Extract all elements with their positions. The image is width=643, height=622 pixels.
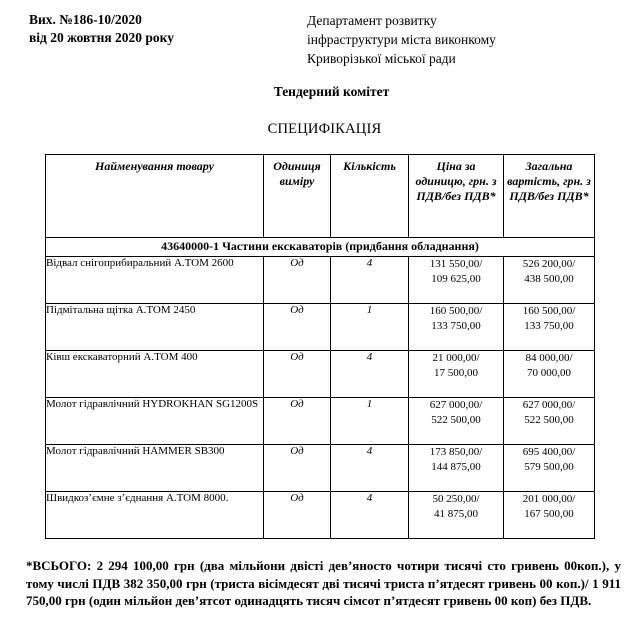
row-total-with-vat: 627 000,00/ xyxy=(522,399,576,411)
table-body xyxy=(46,238,595,539)
addressee-line-3: Криворізької міської ради xyxy=(307,51,456,66)
table-row xyxy=(46,492,595,539)
row-quantity: 1 xyxy=(331,398,409,445)
row-total-without-vat: 167 500,00 xyxy=(524,508,574,520)
row-unit-price-with-vat: 131 550,00/ xyxy=(429,258,483,270)
row-total-price xyxy=(504,257,595,304)
column-header-unit: Одиниця виміру xyxy=(264,155,331,238)
committee-label: Тендерний комітет xyxy=(273,84,390,99)
row-product-name: Підмітальна щітка A.TOM 2450 xyxy=(46,304,264,351)
row-total-without-vat: 579 500,00 xyxy=(524,461,574,473)
row-total-with-vat: 526 200,00/ xyxy=(522,258,576,270)
row-total-price xyxy=(504,445,595,492)
row-unit-price-with-vat: 160 500,00/ xyxy=(429,305,483,317)
addressee-block xyxy=(307,11,496,68)
row-quantity: 4 xyxy=(331,445,409,492)
row-unit-price-without-vat: 17 500,00 xyxy=(434,367,478,379)
row-quantity: 1 xyxy=(331,304,409,351)
row-total-with-vat: 695 400,00/ xyxy=(522,446,576,458)
cpv-code-row xyxy=(46,238,595,257)
table-row xyxy=(46,304,595,351)
column-header-name: Найменування товару xyxy=(46,155,264,238)
row-quantity: 4 xyxy=(331,351,409,398)
row-product-name: Ківш екскаваторний A.TOM 400 xyxy=(46,351,264,398)
outgoing-reference xyxy=(29,11,174,47)
row-total-price xyxy=(504,304,595,351)
row-unit: Од xyxy=(264,304,331,351)
row-unit: Од xyxy=(264,398,331,445)
row-total-without-vat: 438 500,00 xyxy=(524,273,574,285)
row-unit-price-without-vat: 144 875,00 xyxy=(431,461,481,473)
row-unit-price-without-vat: 109 625,00 xyxy=(431,273,481,285)
row-unit-price xyxy=(409,398,504,445)
row-unit-price xyxy=(409,304,504,351)
table-header-row xyxy=(46,155,595,238)
row-unit-price-with-vat: 50 250,00/ xyxy=(432,493,480,505)
letterhead xyxy=(0,0,643,78)
row-unit-price xyxy=(409,257,504,304)
addressee-line-2: інфраструктури міста виконкому xyxy=(307,32,496,47)
row-product-name: Молот гідравлічний HYDROKHAN SG1200S xyxy=(46,398,264,445)
addressee-line-1: Департамент розвитку xyxy=(307,13,437,28)
row-product-name: Швидкоз’ємне з’єднання A.TOM 8000. xyxy=(46,492,264,539)
row-total-price xyxy=(504,492,595,539)
column-header-total-price: Загальна вартість, грн. з ПДВ/без ПДВ* xyxy=(504,155,595,238)
specification-table xyxy=(45,154,595,539)
column-header-unit-price: Ціна за одиницю, грн. з ПДВ/без ПДВ* xyxy=(409,155,504,238)
table-row xyxy=(46,257,595,304)
row-total-with-vat: 201 000,00/ xyxy=(522,493,576,505)
cpv-code-label: 43640000-1 Частини екскаваторів (придбання обладнання) xyxy=(46,238,595,257)
row-unit-price-with-vat: 627 000,00/ xyxy=(429,399,483,411)
row-total-without-vat: 522 500,00 xyxy=(524,414,574,426)
row-unit-price-without-vat: 41 875,00 xyxy=(434,508,478,520)
table-row xyxy=(46,351,595,398)
row-unit-price xyxy=(409,492,504,539)
row-total-price xyxy=(504,351,595,398)
totals-summary: *ВСЬОГО: 2 294 100,00 грн (два мільйони двісті дев’яносто чотири тисячі сто гривень 00коп.), у тому числі ПДВ 382 350,00 грн (триста вісімдесят дві тисячі триста п’ятдесят гривень 00 коп.)/ 1 911 750,00 грн (один мільйон дев’ятсот одинадцять тисяч сімсот п’ятдесят гривень 00 коп) без ПДВ. xyxy=(26,558,621,608)
row-total-without-vat: 70 000,00 xyxy=(527,367,571,379)
table-row xyxy=(46,445,595,492)
row-unit-price xyxy=(409,351,504,398)
row-unit-price-with-vat: 21 000,00/ xyxy=(432,352,480,364)
row-total-with-vat: 160 500,00/ xyxy=(522,305,576,317)
row-unit: Од xyxy=(264,492,331,539)
outgoing-reference-date: від 20 жовтня 2020 року xyxy=(29,30,174,45)
row-total-price xyxy=(504,398,595,445)
row-total-without-vat: 133 750,00 xyxy=(524,320,574,332)
row-quantity: 4 xyxy=(331,492,409,539)
row-unit-price-with-vat: 173 850,00/ xyxy=(429,446,483,458)
row-total-with-vat: 84 000,00/ xyxy=(525,352,573,364)
row-product-name: Відвал снігоприбиральний A.TOM 2600 xyxy=(46,257,264,304)
row-unit-price xyxy=(409,445,504,492)
row-quantity: 4 xyxy=(331,257,409,304)
row-unit-price-without-vat: 522 500,00 xyxy=(431,414,481,426)
row-product-name: Молот гідравлічний HAMMER SB300 xyxy=(46,445,264,492)
column-header-quantity: Кількість xyxy=(331,155,409,238)
document-title: СПЕЦИФІКАЦІЯ xyxy=(267,121,382,137)
table-row xyxy=(46,398,595,445)
row-unit: Од xyxy=(264,257,331,304)
row-unit-price-without-vat: 133 750,00 xyxy=(431,320,481,332)
row-unit: Од xyxy=(264,445,331,492)
outgoing-reference-number: Вих. №186-10/2020 xyxy=(29,12,142,27)
row-unit: Од xyxy=(264,351,331,398)
